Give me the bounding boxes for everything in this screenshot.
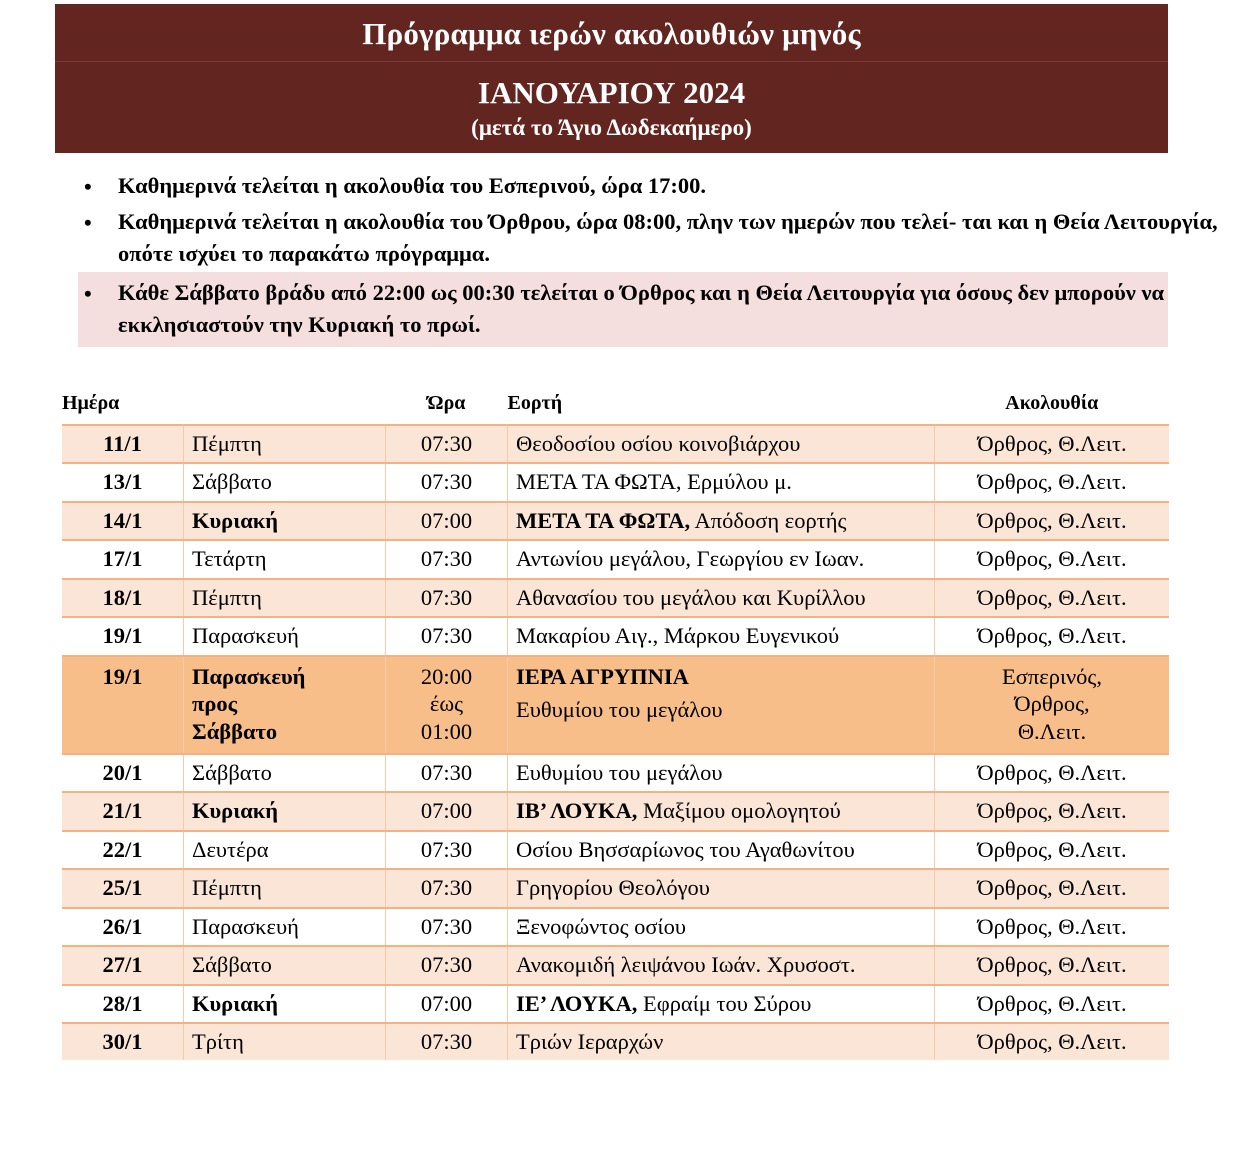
table-row	[62, 869, 1169, 907]
table-row	[62, 754, 1169, 792]
table-row	[62, 985, 1169, 1023]
bullet-icon: •	[84, 209, 92, 235]
cell-day: Παρασκευή	[184, 617, 386, 655]
cell-feast	[508, 540, 935, 578]
cell-service: Όρθρος, Θ.Λειτ.	[935, 946, 1170, 984]
cell-feast	[508, 463, 935, 501]
table-row	[62, 502, 1169, 540]
cell-service: Όρθρος, Θ.Λειτ.	[935, 463, 1170, 501]
document-header-banner	[55, 4, 1168, 153]
header-title-subtitle: (μετά το Άγιο Δωδεκαήμερο)	[471, 115, 752, 140]
cell-service: Όρθρος, Θ.Λειτ.	[935, 425, 1170, 463]
cell-service: Όρθρος, Θ.Λειτ.	[935, 985, 1170, 1023]
cell-day: Παρασκευή	[184, 908, 386, 946]
cell-date: 26/1	[62, 908, 184, 946]
cell-time: 07:30	[386, 579, 508, 617]
cell-time: 07:00	[386, 985, 508, 1023]
cell-day: Πέμπτη	[184, 869, 386, 907]
table-row	[62, 425, 1169, 463]
feast-detail: Τριών Ιεραρχών	[516, 1029, 664, 1054]
table-header-row	[62, 392, 1169, 425]
column-header-feast: Εορτή	[508, 392, 935, 425]
cell-day: Τετάρτη	[184, 540, 386, 578]
cell-service: Όρθρος, Θ.Λειτ.	[935, 1023, 1170, 1060]
cell-feast	[508, 656, 935, 754]
cell-time: 07:30	[386, 425, 508, 463]
cell-time: 07:30	[386, 617, 508, 655]
cell-time: 07:30	[386, 463, 508, 501]
cell-date: 11/1	[62, 425, 184, 463]
cell-feast	[508, 908, 935, 946]
cell-day: Σάββατο	[184, 463, 386, 501]
cell-time: 07:00	[386, 792, 508, 830]
cell-feast	[508, 831, 935, 869]
cell-time: 07:30	[386, 754, 508, 792]
cell-time: 07:30	[386, 869, 508, 907]
cell-feast	[508, 425, 935, 463]
cell-day: Πέμπτη	[184, 425, 386, 463]
cell-service: Όρθρος, Θ.Λειτ.	[935, 754, 1170, 792]
bullet-icon: •	[84, 280, 92, 306]
table-row	[62, 908, 1169, 946]
feast-detail: Γρηγορίου Θεολόγου	[516, 875, 710, 901]
cell-service: Όρθρος, Θ.Λειτ.	[935, 792, 1170, 830]
table-head	[62, 392, 1169, 425]
cell-feast	[508, 579, 935, 617]
cell-time: 07:30	[386, 1023, 508, 1060]
table-row	[62, 1023, 1169, 1060]
cell-feast	[508, 792, 935, 830]
cell-feast	[508, 502, 935, 540]
cell-date: 27/1	[62, 946, 184, 984]
cell-day: Κυριακή	[184, 502, 386, 540]
cell-service: Όρθρος, Θ.Λειτ.	[935, 540, 1170, 578]
table-row	[62, 579, 1169, 617]
table-row	[62, 656, 1169, 754]
cell-service: Όρθρος, Θ.Λειτ.	[935, 502, 1170, 540]
cell-date: 19/1	[62, 617, 184, 655]
cell-time: 07:00	[386, 502, 508, 540]
cell-day: Κυριακή	[184, 792, 386, 830]
cell-date: 13/1	[62, 463, 184, 501]
cell-date: 17/1	[62, 540, 184, 578]
feast-detail: Μακαρίου Αιγ., Μάρκου Ευγενικού	[516, 623, 840, 649]
feast-detail: Απόδοση εορτής	[690, 507, 847, 533]
feast-title-bold: ΙΕ’ ΛΟΥΚΑ,	[516, 990, 638, 1016]
cell-date: 21/1	[62, 792, 184, 830]
cell-feast	[508, 869, 935, 907]
cell-day: Κυριακή	[184, 985, 386, 1023]
cell-date: 25/1	[62, 869, 184, 907]
cell-service: Όρθρος, Θ.Λειτ.	[935, 908, 1170, 946]
cell-service: Όρθρος, Θ.Λειτ.	[935, 831, 1170, 869]
cell-date: 14/1	[62, 502, 184, 540]
bullet-icon: •	[84, 174, 92, 199]
feast-detail-second-line: Ευθυμίου του μεγάλου	[516, 697, 723, 723]
note-item-1-text: Καθημερινά τελείται η ακολουθία του Εσπερινού, ώρα 17:00.	[118, 173, 707, 198]
table-row	[62, 463, 1169, 501]
cell-time: 20:00 έως 01:00	[386, 656, 508, 754]
cell-feast	[508, 1023, 935, 1060]
cell-feast	[508, 754, 935, 792]
table-row	[62, 831, 1169, 869]
cell-day: Παρασκευή προς Σάββατο	[184, 656, 386, 754]
cell-feast	[508, 985, 935, 1023]
note-item-2-text: Καθημερινά τελείται η ακολουθία του Όρθρου, ώρα 08:00, πλην των ημερών που τελεί- ται και η Θεία Λειτουργία, οπότε ισχύει το παρακάτω πρόγραμμα.	[118, 208, 1218, 266]
cell-day: Σάββατο	[184, 754, 386, 792]
note-item-1	[0, 168, 1239, 204]
table-body	[62, 425, 1169, 1060]
cell-feast	[508, 946, 935, 984]
cell-date: 28/1	[62, 985, 184, 1023]
cell-feast	[508, 617, 935, 655]
column-header-time: Ώρα	[386, 392, 508, 425]
cell-day: Δευτέρα	[184, 831, 386, 869]
feast-detail: Μαξίμου ομολογητού	[637, 798, 841, 824]
cell-date: 30/1	[62, 1023, 184, 1060]
cell-service: Όρθρος, Θ.Λειτ.	[935, 617, 1170, 655]
cell-date: 18/1	[62, 579, 184, 617]
feast-detail: Ανακομιδή λειψάνου Ιωάν. Χρυσοστ.	[516, 952, 856, 978]
feast-detail: ΜΕΤΑ ΤΑ ΦΩΤΑ, Ερμύλου μ.	[516, 469, 792, 495]
feast-detail: Εφραίμ του Σύρου	[637, 990, 812, 1016]
cell-date: 19/1	[62, 656, 184, 754]
cell-time: 07:30	[386, 540, 508, 578]
cell-service: Εσπερινός, Όρθρος, Θ.Λειτ.	[935, 656, 1170, 754]
note-item-3-text: Κάθε Σάββατο βράδυ από 22:00 ως 00:30 τελείται ο Όρθρος και η Θεία Λειτουργία για όσους δεν μπορούν να εκκλησιαστούν την Κυριακή το πρωί.	[118, 279, 1165, 337]
cell-day: Πέμπτη	[184, 579, 386, 617]
header-title-month: ΙΑΝΟΥΑΡΙΟΥ 2024	[477, 75, 746, 110]
table-row	[62, 540, 1169, 578]
header-title-line1: Πρόγραμμα ιερών ακολουθιών μηνός	[55, 4, 1168, 62]
notes-list	[0, 168, 1239, 347]
cell-time: 07:30	[386, 946, 508, 984]
note-item-3-highlighted	[78, 272, 1168, 347]
column-header-date: Ημέρα	[62, 392, 184, 425]
feast-detail: Αθανασίου του μεγάλου και Κυρίλλου	[516, 584, 866, 610]
feast-detail: Οσίου Βησσαρίωνος του Αγαθωνίτου	[516, 836, 855, 862]
cell-day: Τρίτη	[184, 1023, 386, 1060]
cell-day: Σάββατο	[184, 946, 386, 984]
feast-detail: Αντωνίου μεγάλου, Γεωργίου εν Ιωαν.	[516, 546, 865, 572]
note-item-2	[0, 204, 1239, 272]
cell-time: 07:30	[386, 831, 508, 869]
column-header-service: Ακολουθία	[935, 392, 1170, 425]
feast-detail: Ευθυμίου του μεγάλου	[516, 759, 723, 785]
table-row	[62, 792, 1169, 830]
feast-title-bold: ΙΒ’ ΛΟΥΚΑ,	[516, 798, 638, 824]
column-header-day	[184, 392, 386, 425]
cell-time: 07:30	[386, 908, 508, 946]
feast-detail: Ξενοφώντος οσίου	[516, 913, 686, 939]
cell-service: Όρθρος, Θ.Λειτ.	[935, 579, 1170, 617]
feast-detail: Θεοδοσίου οσίου κοινοβιάρχου	[516, 431, 801, 456]
feast-title-bold: ΙΕΡΑ ΑΓΡΥΠΝΙΑ	[516, 663, 689, 689]
cell-service: Όρθρος, Θ.Λειτ.	[935, 869, 1170, 907]
services-schedule-table	[62, 392, 1169, 1060]
table-row	[62, 946, 1169, 984]
feast-title-bold: ΜΕΤΑ ΤΑ ΦΩΤΑ,	[516, 507, 691, 533]
table-row	[62, 617, 1169, 655]
cell-date: 20/1	[62, 754, 184, 792]
cell-date: 22/1	[62, 831, 184, 869]
